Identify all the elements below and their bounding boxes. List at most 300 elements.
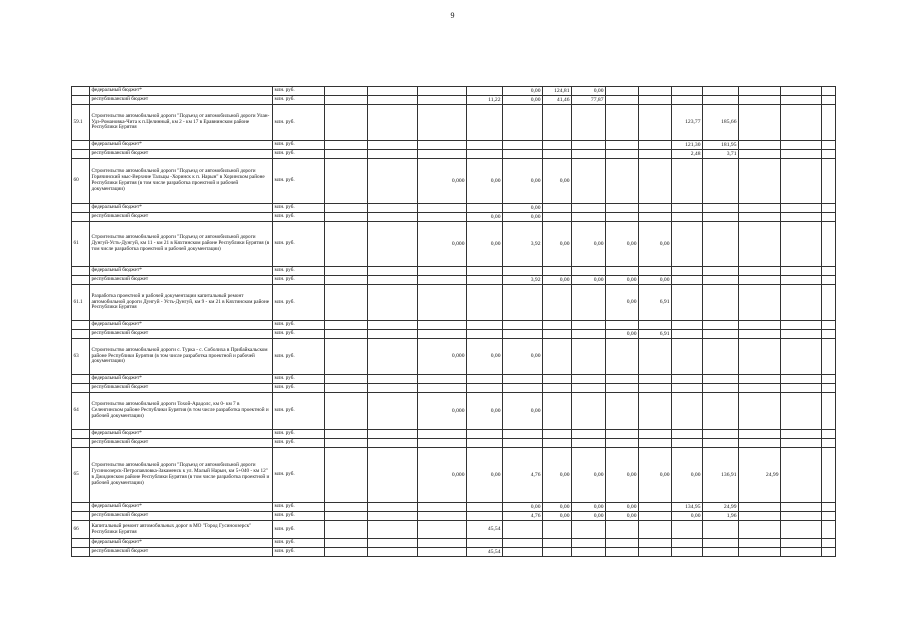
row-number bbox=[72, 150, 90, 159]
row-unit: млн. руб. bbox=[273, 430, 325, 439]
value-cell bbox=[781, 285, 822, 321]
value-cell bbox=[703, 384, 739, 393]
row-unit: млн. руб. bbox=[273, 439, 325, 448]
value-cell bbox=[606, 267, 639, 276]
table-row bbox=[72, 87, 836, 96]
value-cell bbox=[822, 213, 836, 222]
value-cell: 134,95 bbox=[672, 503, 703, 512]
value-cell: 6,91 bbox=[639, 330, 672, 339]
table-row bbox=[72, 141, 836, 150]
value-cell bbox=[503, 105, 543, 141]
value-cell bbox=[543, 267, 572, 276]
value-cell: 0,00 bbox=[467, 213, 503, 222]
row-number bbox=[72, 204, 90, 213]
value-cell: 0,00 bbox=[503, 339, 543, 375]
value-cell bbox=[418, 213, 467, 222]
value-cell: 0,00 bbox=[503, 87, 543, 96]
page-number: 9 bbox=[450, 11, 455, 20]
value-cell bbox=[543, 430, 572, 439]
value-cell bbox=[822, 222, 836, 267]
value-cell bbox=[672, 439, 703, 448]
value-cell bbox=[467, 150, 503, 159]
value-cell bbox=[325, 548, 368, 557]
value-cell bbox=[781, 375, 822, 384]
value-cell bbox=[639, 430, 672, 439]
value-cell bbox=[325, 150, 368, 159]
value-cell bbox=[739, 393, 781, 430]
value-cell bbox=[703, 213, 739, 222]
value-cell bbox=[543, 339, 572, 375]
value-cell bbox=[739, 430, 781, 439]
value-cell bbox=[606, 521, 639, 539]
value-cell bbox=[572, 285, 606, 321]
value-cell bbox=[822, 384, 836, 393]
value-cell bbox=[572, 267, 606, 276]
value-cell bbox=[739, 141, 781, 150]
value-cell bbox=[543, 105, 572, 141]
row-number bbox=[72, 96, 90, 105]
value-cell bbox=[739, 105, 781, 141]
value-cell bbox=[325, 512, 368, 521]
table-row bbox=[72, 105, 836, 141]
value-cell bbox=[325, 393, 368, 430]
value-cell bbox=[467, 539, 503, 548]
value-cell bbox=[822, 276, 836, 285]
row-number: 59.1 bbox=[72, 105, 90, 141]
value-cell bbox=[781, 321, 822, 330]
table-row bbox=[72, 430, 836, 439]
value-cell bbox=[822, 330, 836, 339]
value-cell bbox=[325, 439, 368, 448]
value-cell bbox=[606, 213, 639, 222]
value-cell bbox=[639, 375, 672, 384]
value-cell: 136,91 bbox=[703, 448, 739, 503]
value-cell bbox=[822, 141, 836, 150]
value-cell bbox=[467, 430, 503, 439]
row-number bbox=[72, 321, 90, 330]
value-cell bbox=[418, 285, 467, 321]
value-cell bbox=[703, 548, 739, 557]
value-cell: 45,54 bbox=[467, 521, 503, 539]
value-cell bbox=[781, 96, 822, 105]
value-cell bbox=[822, 539, 836, 548]
value-cell bbox=[639, 105, 672, 141]
value-cell bbox=[503, 539, 543, 548]
value-cell bbox=[503, 150, 543, 159]
value-cell bbox=[325, 321, 368, 330]
row-name: республиканский бюджет bbox=[90, 548, 273, 557]
value-cell bbox=[639, 213, 672, 222]
value-cell bbox=[781, 339, 822, 375]
value-cell bbox=[639, 393, 672, 430]
value-cell bbox=[822, 87, 836, 96]
row-unit: млн. руб. bbox=[273, 503, 325, 512]
value-cell bbox=[503, 285, 543, 321]
value-cell bbox=[543, 150, 572, 159]
value-cell bbox=[739, 276, 781, 285]
row-name: Строительство автомобильной дороги "Подъезд от автомобильной дороги Гусиноозерск-Петропавловка-Закаменск к ул. Малый Нарын, км 5+040 - км 12" в Джидинском районе Республики Бурятия (в том числе разработка проектной и рабочей документации) bbox=[90, 448, 273, 503]
value-cell: 0,00 bbox=[606, 503, 639, 512]
value-cell bbox=[543, 539, 572, 548]
value-cell bbox=[543, 393, 572, 430]
row-name: республиканский бюджет bbox=[90, 330, 273, 339]
value-cell: 4,76 bbox=[503, 448, 543, 503]
value-cell: 0,00 bbox=[503, 96, 543, 105]
value-cell: 0,00 bbox=[467, 159, 503, 204]
value-cell bbox=[572, 204, 606, 213]
value-cell bbox=[503, 375, 543, 384]
table-row bbox=[72, 512, 836, 521]
row-name: Разработка проектной и рабочей документации капитальный ремонт автомобильной дороги Дунгуй - Усть-Дунгуй, км 9 - км 21 в Кяхтинском районе Республики Бурятия bbox=[90, 285, 273, 321]
value-cell bbox=[739, 384, 781, 393]
value-cell: 0,00 bbox=[503, 159, 543, 204]
value-cell bbox=[703, 87, 739, 96]
value-cell bbox=[325, 141, 368, 150]
value-cell bbox=[781, 439, 822, 448]
row-name: республиканский бюджет bbox=[90, 150, 273, 159]
value-cell bbox=[418, 384, 467, 393]
value-cell bbox=[467, 375, 503, 384]
row-name: Строительство автомобильной дороги "Подъезд от автомобильной дороги Горячинский мыс-Верхние Тальцы -Хоринск к п. Нарын" в Хоринском районе Республики Бурятия (в том числе разработка проектной и рабочей документации) bbox=[90, 159, 273, 204]
row-unit: млн. руб. bbox=[273, 321, 325, 330]
row-name: федеральный бюджет* bbox=[90, 430, 273, 439]
value-cell bbox=[543, 548, 572, 557]
table-row bbox=[72, 96, 836, 105]
value-cell bbox=[703, 375, 739, 384]
row-unit: млн. руб. bbox=[273, 204, 325, 213]
value-cell bbox=[325, 375, 368, 384]
value-cell bbox=[572, 548, 606, 557]
row-unit: млн. руб. bbox=[273, 548, 325, 557]
budget-table bbox=[71, 86, 836, 557]
table-row bbox=[72, 448, 836, 503]
value-cell bbox=[325, 267, 368, 276]
value-cell bbox=[368, 150, 418, 159]
value-cell: 0,00 bbox=[467, 448, 503, 503]
value-cell: 3,71 bbox=[703, 150, 739, 159]
value-cell: 0,00 bbox=[572, 503, 606, 512]
value-cell bbox=[739, 321, 781, 330]
value-cell: 0,00 bbox=[606, 330, 639, 339]
value-cell: 0,00 bbox=[503, 213, 543, 222]
value-cell bbox=[418, 105, 467, 141]
value-cell bbox=[467, 276, 503, 285]
value-cell bbox=[467, 141, 503, 150]
row-unit: млн. руб. bbox=[273, 222, 325, 267]
value-cell bbox=[368, 204, 418, 213]
value-cell bbox=[325, 276, 368, 285]
value-cell bbox=[368, 321, 418, 330]
row-name: федеральный бюджет* bbox=[90, 503, 273, 512]
row-unit: млн. руб. bbox=[273, 267, 325, 276]
row-name: федеральный бюджет* bbox=[90, 267, 273, 276]
value-cell bbox=[572, 330, 606, 339]
value-cell: 0,00 bbox=[572, 276, 606, 285]
table-row bbox=[72, 213, 836, 222]
value-cell bbox=[781, 105, 822, 141]
value-cell: 3,92 bbox=[503, 276, 543, 285]
row-unit: млн. руб. bbox=[273, 375, 325, 384]
value-cell bbox=[703, 285, 739, 321]
value-cell bbox=[572, 321, 606, 330]
value-cell bbox=[572, 384, 606, 393]
row-unit: млн. руб. bbox=[273, 384, 325, 393]
row-name: республиканский бюджет bbox=[90, 276, 273, 285]
value-cell bbox=[606, 159, 639, 204]
value-cell bbox=[467, 267, 503, 276]
row-name: федеральный бюджет* bbox=[90, 204, 273, 213]
row-unit: млн. руб. bbox=[273, 521, 325, 539]
value-cell bbox=[672, 267, 703, 276]
value-cell: 2,48 bbox=[672, 150, 703, 159]
value-cell bbox=[572, 439, 606, 448]
value-cell bbox=[739, 213, 781, 222]
value-cell bbox=[503, 548, 543, 557]
value-cell bbox=[325, 448, 368, 503]
row-unit: млн. руб. bbox=[273, 539, 325, 548]
value-cell bbox=[543, 321, 572, 330]
value-cell bbox=[543, 204, 572, 213]
value-cell bbox=[739, 375, 781, 384]
value-cell bbox=[368, 267, 418, 276]
value-cell bbox=[503, 384, 543, 393]
value-cell bbox=[606, 96, 639, 105]
value-cell bbox=[639, 267, 672, 276]
value-cell bbox=[703, 159, 739, 204]
table-row bbox=[72, 267, 836, 276]
value-cell: 0,00 bbox=[543, 512, 572, 521]
value-cell bbox=[672, 96, 703, 105]
value-cell bbox=[781, 503, 822, 512]
value-cell bbox=[368, 375, 418, 384]
value-cell bbox=[325, 339, 368, 375]
value-cell bbox=[672, 204, 703, 213]
value-cell bbox=[503, 430, 543, 439]
value-cell: 0,00 bbox=[467, 393, 503, 430]
value-cell bbox=[739, 539, 781, 548]
value-cell: 0,00 bbox=[572, 87, 606, 96]
value-cell: 77,87 bbox=[572, 96, 606, 105]
value-cell bbox=[672, 393, 703, 430]
row-name: Строительство автомобильной дороги Тохой-Арадолс, км 0- км 7 в Селенгинском районе Республики Бурятия (в том числе разработка проектной и рабочей документации) bbox=[90, 393, 273, 430]
value-cell bbox=[739, 339, 781, 375]
value-cell bbox=[325, 384, 368, 393]
row-name: республиканский бюджет bbox=[90, 512, 273, 521]
value-cell bbox=[822, 285, 836, 321]
row-number bbox=[72, 213, 90, 222]
row-number bbox=[72, 267, 90, 276]
row-name: Строительство автомобильной дороги с. Турка - с. Соболиха в Прибайкальском районе Республики Бурятия (в том числе разработка проектной и рабочей документации) bbox=[90, 339, 273, 375]
value-cell: 0,00 bbox=[639, 448, 672, 503]
value-cell bbox=[543, 213, 572, 222]
value-cell: 0,00 bbox=[503, 204, 543, 213]
value-cell bbox=[606, 204, 639, 213]
value-cell bbox=[739, 521, 781, 539]
value-cell bbox=[368, 521, 418, 539]
table-row bbox=[72, 521, 836, 539]
value-cell bbox=[703, 204, 739, 213]
value-cell bbox=[418, 330, 467, 339]
row-number bbox=[72, 141, 90, 150]
value-cell bbox=[325, 285, 368, 321]
row-number: 63 bbox=[72, 339, 90, 375]
value-cell bbox=[672, 521, 703, 539]
value-cell bbox=[418, 150, 467, 159]
table-row bbox=[72, 285, 836, 321]
value-cell bbox=[572, 141, 606, 150]
value-cell bbox=[672, 222, 703, 267]
value-cell bbox=[703, 276, 739, 285]
value-cell: 0,00 bbox=[543, 448, 572, 503]
value-cell bbox=[739, 267, 781, 276]
value-cell bbox=[467, 204, 503, 213]
value-cell bbox=[703, 222, 739, 267]
row-unit: млн. руб. bbox=[273, 448, 325, 503]
value-cell bbox=[606, 141, 639, 150]
value-cell bbox=[606, 105, 639, 141]
row-unit: млн. руб. bbox=[273, 213, 325, 222]
value-cell bbox=[822, 204, 836, 213]
value-cell bbox=[672, 430, 703, 439]
value-cell bbox=[503, 321, 543, 330]
value-cell bbox=[418, 204, 467, 213]
value-cell bbox=[739, 159, 781, 204]
value-cell: 1,96 bbox=[703, 512, 739, 521]
value-cell bbox=[368, 512, 418, 521]
value-cell bbox=[418, 321, 467, 330]
value-cell: 24,99 bbox=[739, 448, 781, 503]
row-number: 66 bbox=[72, 521, 90, 539]
value-cell: 0,00 bbox=[543, 503, 572, 512]
row-number: 61.1 bbox=[72, 285, 90, 321]
value-cell bbox=[572, 539, 606, 548]
value-cell bbox=[503, 521, 543, 539]
value-cell bbox=[822, 267, 836, 276]
value-cell: 6,91 bbox=[639, 285, 672, 321]
value-cell bbox=[639, 384, 672, 393]
value-cell: 0,00 bbox=[467, 222, 503, 267]
value-cell bbox=[703, 430, 739, 439]
table-row bbox=[72, 222, 836, 267]
value-cell bbox=[781, 430, 822, 439]
value-cell bbox=[739, 204, 781, 213]
value-cell bbox=[543, 330, 572, 339]
value-cell bbox=[781, 448, 822, 503]
row-number bbox=[72, 87, 90, 96]
value-cell bbox=[822, 548, 836, 557]
value-cell bbox=[368, 330, 418, 339]
value-cell bbox=[822, 96, 836, 105]
value-cell: 0,00 bbox=[672, 448, 703, 503]
value-cell: 0,00 bbox=[543, 222, 572, 267]
value-cell bbox=[606, 439, 639, 448]
value-cell bbox=[781, 512, 822, 521]
value-cell bbox=[418, 375, 467, 384]
value-cell bbox=[639, 96, 672, 105]
value-cell bbox=[822, 339, 836, 375]
value-cell bbox=[467, 503, 503, 512]
row-unit: млн. руб. bbox=[273, 87, 325, 96]
row-number bbox=[72, 375, 90, 384]
table-row bbox=[72, 384, 836, 393]
value-cell: 181,95 bbox=[703, 141, 739, 150]
value-cell bbox=[325, 213, 368, 222]
value-cell: 0,00 bbox=[572, 512, 606, 521]
row-number bbox=[72, 539, 90, 548]
row-unit: млн. руб. bbox=[273, 141, 325, 150]
table-row bbox=[72, 321, 836, 330]
value-cell bbox=[672, 375, 703, 384]
value-cell bbox=[325, 539, 368, 548]
value-cell bbox=[418, 548, 467, 557]
row-number bbox=[72, 384, 90, 393]
value-cell bbox=[467, 512, 503, 521]
value-cell bbox=[543, 285, 572, 321]
row-number bbox=[72, 548, 90, 557]
value-cell bbox=[467, 330, 503, 339]
row-unit: млн. руб. bbox=[273, 339, 325, 375]
value-cell bbox=[368, 548, 418, 557]
value-cell bbox=[606, 375, 639, 384]
value-cell bbox=[467, 87, 503, 96]
value-cell: 0,00 bbox=[606, 512, 639, 521]
table-row bbox=[72, 204, 836, 213]
value-cell bbox=[672, 159, 703, 204]
value-cell bbox=[822, 159, 836, 204]
value-cell: 0,00 bbox=[503, 503, 543, 512]
value-cell bbox=[606, 393, 639, 430]
value-cell bbox=[467, 439, 503, 448]
row-number bbox=[72, 430, 90, 439]
value-cell bbox=[325, 521, 368, 539]
value-cell bbox=[368, 285, 418, 321]
value-cell bbox=[639, 512, 672, 521]
value-cell bbox=[672, 548, 703, 557]
value-cell bbox=[418, 430, 467, 439]
table-row bbox=[72, 330, 836, 339]
row-unit: млн. руб. bbox=[273, 285, 325, 321]
value-cell bbox=[572, 159, 606, 204]
value-cell: 0,00 bbox=[543, 276, 572, 285]
value-cell: 121,30 bbox=[672, 141, 703, 150]
row-number: 64 bbox=[72, 393, 90, 430]
value-cell bbox=[503, 267, 543, 276]
table-body bbox=[72, 87, 836, 557]
value-cell bbox=[572, 375, 606, 384]
value-cell bbox=[368, 393, 418, 430]
value-cell bbox=[781, 141, 822, 150]
value-cell bbox=[639, 521, 672, 539]
value-cell bbox=[739, 439, 781, 448]
value-cell bbox=[418, 503, 467, 512]
value-cell bbox=[822, 321, 836, 330]
row-unit: млн. руб. bbox=[273, 159, 325, 204]
value-cell bbox=[739, 330, 781, 339]
row-number bbox=[72, 503, 90, 512]
value-cell: 24,99 bbox=[703, 503, 739, 512]
value-cell bbox=[781, 87, 822, 96]
value-cell bbox=[739, 285, 781, 321]
value-cell bbox=[606, 150, 639, 159]
value-cell bbox=[822, 448, 836, 503]
row-name: республиканский бюджет bbox=[90, 213, 273, 222]
row-number bbox=[72, 512, 90, 521]
row-number: 65 bbox=[72, 448, 90, 503]
value-cell bbox=[368, 503, 418, 512]
value-cell bbox=[368, 430, 418, 439]
value-cell bbox=[822, 521, 836, 539]
value-cell bbox=[703, 393, 739, 430]
